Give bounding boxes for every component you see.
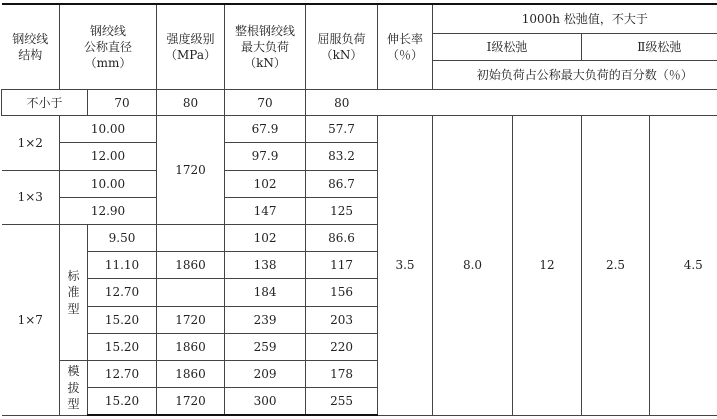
header-class-1: Ⅰ级松弛: [433, 33, 582, 60]
cell-grade: 1720: [157, 306, 225, 333]
cell-max-load: 97.9: [225, 143, 306, 170]
cell-yield: 86.6: [306, 225, 378, 252]
strand-spec-table: [1, 3, 717, 416]
cell-max-load: 184: [225, 279, 306, 306]
cell-grade-blank: [157, 279, 225, 306]
cell-diameter: 12.90: [60, 197, 157, 224]
header-min-note: 不小于: [2, 90, 88, 116]
cell-yield: 255: [306, 388, 378, 415]
group-1x3: 1×3: [2, 170, 60, 224]
cell-class2-80: 4.5: [650, 116, 717, 415]
cell-max-load: 138: [225, 252, 306, 279]
cell-diameter: 10.00: [60, 170, 157, 197]
cell-diameter: 15.20: [88, 388, 157, 415]
cell-max-load: 67.9: [225, 116, 306, 143]
header-structure: 钢绞线 结构: [2, 4, 60, 90]
cell-max-load: 147: [225, 197, 306, 224]
cell-yield: 220: [306, 333, 378, 360]
cell-diameter: 10.00: [60, 116, 157, 143]
header-yield-load: 屈服负荷 （kN）: [306, 4, 378, 90]
cell-max-load: 259: [225, 333, 306, 360]
header-diameter: 钢绞线 公称直径 （mm）: [60, 4, 157, 90]
cell-max-load: 102: [225, 170, 306, 197]
cell-max-load: 239: [225, 306, 306, 333]
cell-yield: 125: [306, 197, 378, 224]
header-elongation: 伸长率 （％）: [378, 4, 433, 90]
cell-max-load: 102: [225, 225, 306, 252]
cell-diameter: 12.70: [88, 360, 157, 387]
cell-elongation: 3.5: [378, 116, 433, 415]
header-pct-70-class2: 70: [225, 90, 306, 116]
header-pct-80-class2: 80: [306, 90, 378, 116]
cell-yield: 156: [306, 279, 378, 306]
header-grade: 强度级别 （MPa）: [157, 4, 225, 90]
group-1x7: 1×7: [2, 225, 60, 415]
cell-max-load: 209: [225, 360, 306, 387]
cell-yield: 57.7: [306, 116, 378, 143]
cell-yield: 117: [306, 252, 378, 279]
table-row: [2, 116, 717, 143]
cell-yield: 203: [306, 306, 378, 333]
cell-diameter: 11.10: [88, 252, 157, 279]
header-max-load: 整根钢绞线 最大负荷 （kN）: [225, 4, 306, 90]
cell-diameter: 12.00: [60, 143, 157, 170]
group-1x2: 1×2: [2, 116, 60, 170]
cell-yield: 178: [306, 360, 378, 387]
cell-grade: 1720: [157, 116, 225, 225]
cell-grade: 1860: [157, 333, 225, 360]
header-relaxation: 1000h 松弛值，不大于: [433, 4, 717, 33]
header-pct-80-class1: 80: [157, 90, 225, 116]
cell-yield: 83.2: [306, 143, 378, 170]
cell-diameter: 12.70: [88, 279, 157, 306]
cell-diameter: 15.20: [88, 333, 157, 360]
cell-diameter: 15.20: [88, 306, 157, 333]
cell-grade-blank: [157, 225, 225, 252]
cell-class1-70: 8.0: [433, 116, 513, 415]
subgroup-standard: 标 准 型: [60, 225, 88, 361]
cell-class2-70: 2.5: [582, 116, 650, 415]
cell-yield: 86.7: [306, 170, 378, 197]
subgroup-drawn: 模 拔 型: [60, 360, 88, 415]
header-pct-70-class1: 70: [88, 90, 157, 116]
header-initial-load-note: 初始负荷占公称最大负荷的百分数（％）: [433, 60, 717, 89]
cell-grade: 1720: [157, 388, 225, 415]
header-class-2: Ⅱ级松弛: [582, 33, 717, 60]
cell-grade: 1860: [157, 360, 225, 387]
cell-grade: 1860: [157, 252, 225, 279]
cell-max-load: 300: [225, 388, 306, 415]
cell-class1-80: 12: [513, 116, 582, 415]
cell-diameter: 9.50: [88, 225, 157, 252]
